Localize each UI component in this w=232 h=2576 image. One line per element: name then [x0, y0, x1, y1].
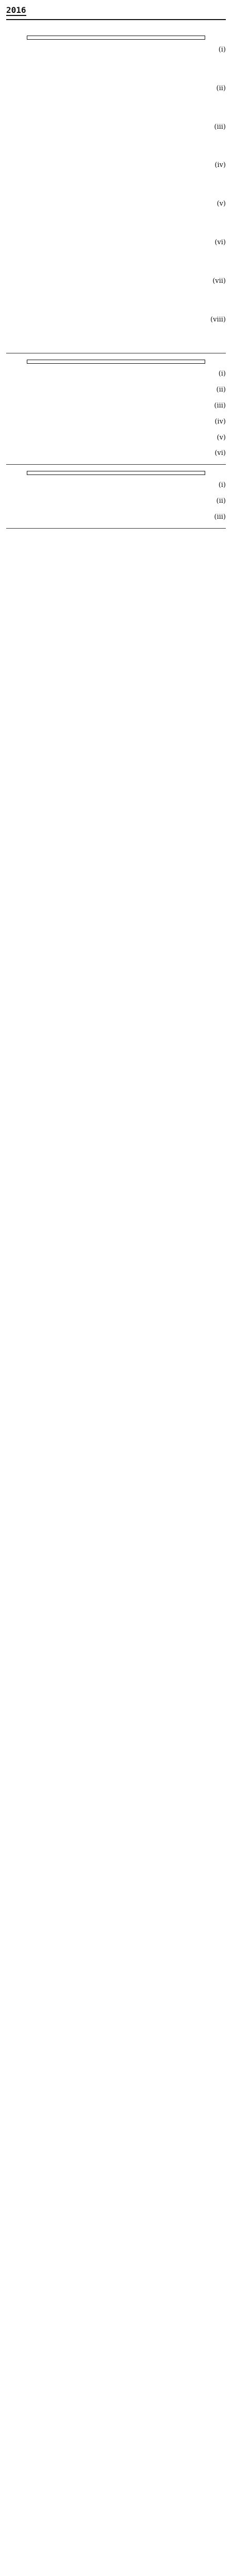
answer-option: [11, 262, 102, 271]
answer-option: [11, 184, 102, 194]
exam-year: 2016: [6, 5, 26, 15]
answer-option: [11, 327, 102, 336]
question-stem: [6, 433, 226, 444]
question-stem: [6, 385, 226, 396]
answer-option: [11, 146, 102, 155]
question-text: [6, 160, 205, 171]
question-text: [6, 401, 205, 412]
question: [6, 315, 226, 348]
question: [6, 512, 226, 523]
question-text: [6, 480, 205, 491]
question: [6, 83, 226, 117]
question-stem: [6, 45, 226, 56]
answer-option: [11, 300, 102, 310]
question-number: (iii): [214, 513, 226, 521]
question-text: [6, 433, 205, 444]
question: [6, 401, 226, 412]
answer-options: [6, 325, 226, 348]
question-stem: [6, 122, 226, 133]
question-number: (i): [218, 481, 226, 489]
answer-option: [114, 173, 205, 182]
question-number: (ii): [216, 84, 226, 92]
answer-option: [114, 338, 205, 348]
sections-container: [6, 36, 226, 529]
question-number: (iv): [214, 417, 226, 426]
question-text: [6, 385, 205, 396]
answer-option: [114, 327, 205, 336]
question: [6, 238, 226, 271]
answer-option: [11, 96, 102, 106]
answer-options: [6, 248, 226, 271]
question-text: [6, 448, 205, 459]
question-text: [6, 199, 205, 210]
answer-option: [114, 108, 205, 117]
question: [6, 199, 226, 232]
question-number: (vi): [214, 238, 226, 246]
answer-option: [11, 338, 102, 348]
question-stem: [6, 199, 226, 210]
answer-option: [114, 250, 205, 260]
question-stem: [6, 417, 226, 428]
question-stem: [6, 512, 226, 523]
question-stem: [6, 83, 226, 94]
question-stem: [6, 369, 226, 380]
answer-option: [11, 250, 102, 260]
answer-option: [11, 69, 102, 78]
question-number: (ii): [216, 386, 226, 394]
section-divider: [6, 528, 226, 529]
exam-header: [6, 5, 226, 20]
section-header: [27, 360, 205, 364]
question-text: [6, 369, 205, 380]
section-divider: [6, 464, 226, 465]
question: [6, 122, 226, 156]
answer-option: [114, 289, 205, 298]
answer-option: [11, 289, 102, 298]
answer-options: [6, 287, 226, 310]
question-stem: [6, 315, 226, 326]
question-stem: [6, 160, 226, 171]
answer-options: [6, 94, 226, 117]
answer-option: [114, 146, 205, 155]
answer-options: [6, 210, 226, 232]
exam-meta: [6, 23, 226, 29]
answer-option: [114, 223, 205, 232]
question-number: (i): [218, 46, 226, 54]
question-stem: [6, 480, 226, 491]
question-text: [6, 276, 205, 287]
question-number: (v): [217, 433, 226, 442]
question: [6, 369, 226, 380]
question-number: (iii): [214, 401, 226, 410]
watermark: [56, 687, 176, 756]
question-stem: [6, 276, 226, 287]
question: [6, 496, 226, 507]
question-text: [6, 122, 205, 133]
question-stem: [6, 448, 226, 459]
question: [6, 417, 226, 428]
question: [6, 480, 226, 491]
answer-option: [114, 262, 205, 271]
answer-options: [6, 171, 226, 194]
question-number: (vii): [212, 277, 226, 285]
answer-option: [11, 108, 102, 117]
answer-option: [114, 300, 205, 310]
question-text: [6, 315, 205, 326]
question-number: (iv): [214, 161, 226, 170]
question: [6, 448, 226, 459]
question-text: [6, 417, 205, 428]
answer-option: [11, 223, 102, 232]
question-number: (vi): [214, 449, 226, 457]
question-number: (v): [217, 200, 226, 208]
question-number: (i): [218, 370, 226, 378]
question: [6, 385, 226, 396]
question-number: (ii): [216, 497, 226, 505]
question: [6, 160, 226, 194]
question-number: (viii): [210, 315, 226, 324]
watermark: [56, 1666, 176, 1735]
answer-option: [11, 212, 102, 221]
answer-option: [114, 96, 205, 106]
answer-option: [114, 212, 205, 221]
question: [6, 433, 226, 444]
question-text: [6, 238, 205, 248]
answer-option: [11, 58, 102, 67]
question-text: [6, 512, 205, 523]
question-stem: [6, 401, 226, 412]
answer-option: [114, 58, 205, 67]
question-text: [6, 83, 205, 94]
question-number: (iii): [214, 123, 226, 131]
answer-option: [114, 69, 205, 78]
answer-options: [6, 132, 226, 155]
section-header: [27, 36, 205, 40]
section-header: [27, 471, 205, 475]
answer-option: [114, 134, 205, 144]
answer-option: [11, 134, 102, 144]
question: [6, 276, 226, 310]
answer-options: [6, 56, 226, 78]
question-stem: [6, 238, 226, 248]
question-text: [6, 496, 205, 507]
question-text: [6, 45, 205, 56]
question: [6, 45, 226, 78]
question-stem: [6, 496, 226, 507]
answer-option: [114, 184, 205, 194]
answer-option: [11, 173, 102, 182]
